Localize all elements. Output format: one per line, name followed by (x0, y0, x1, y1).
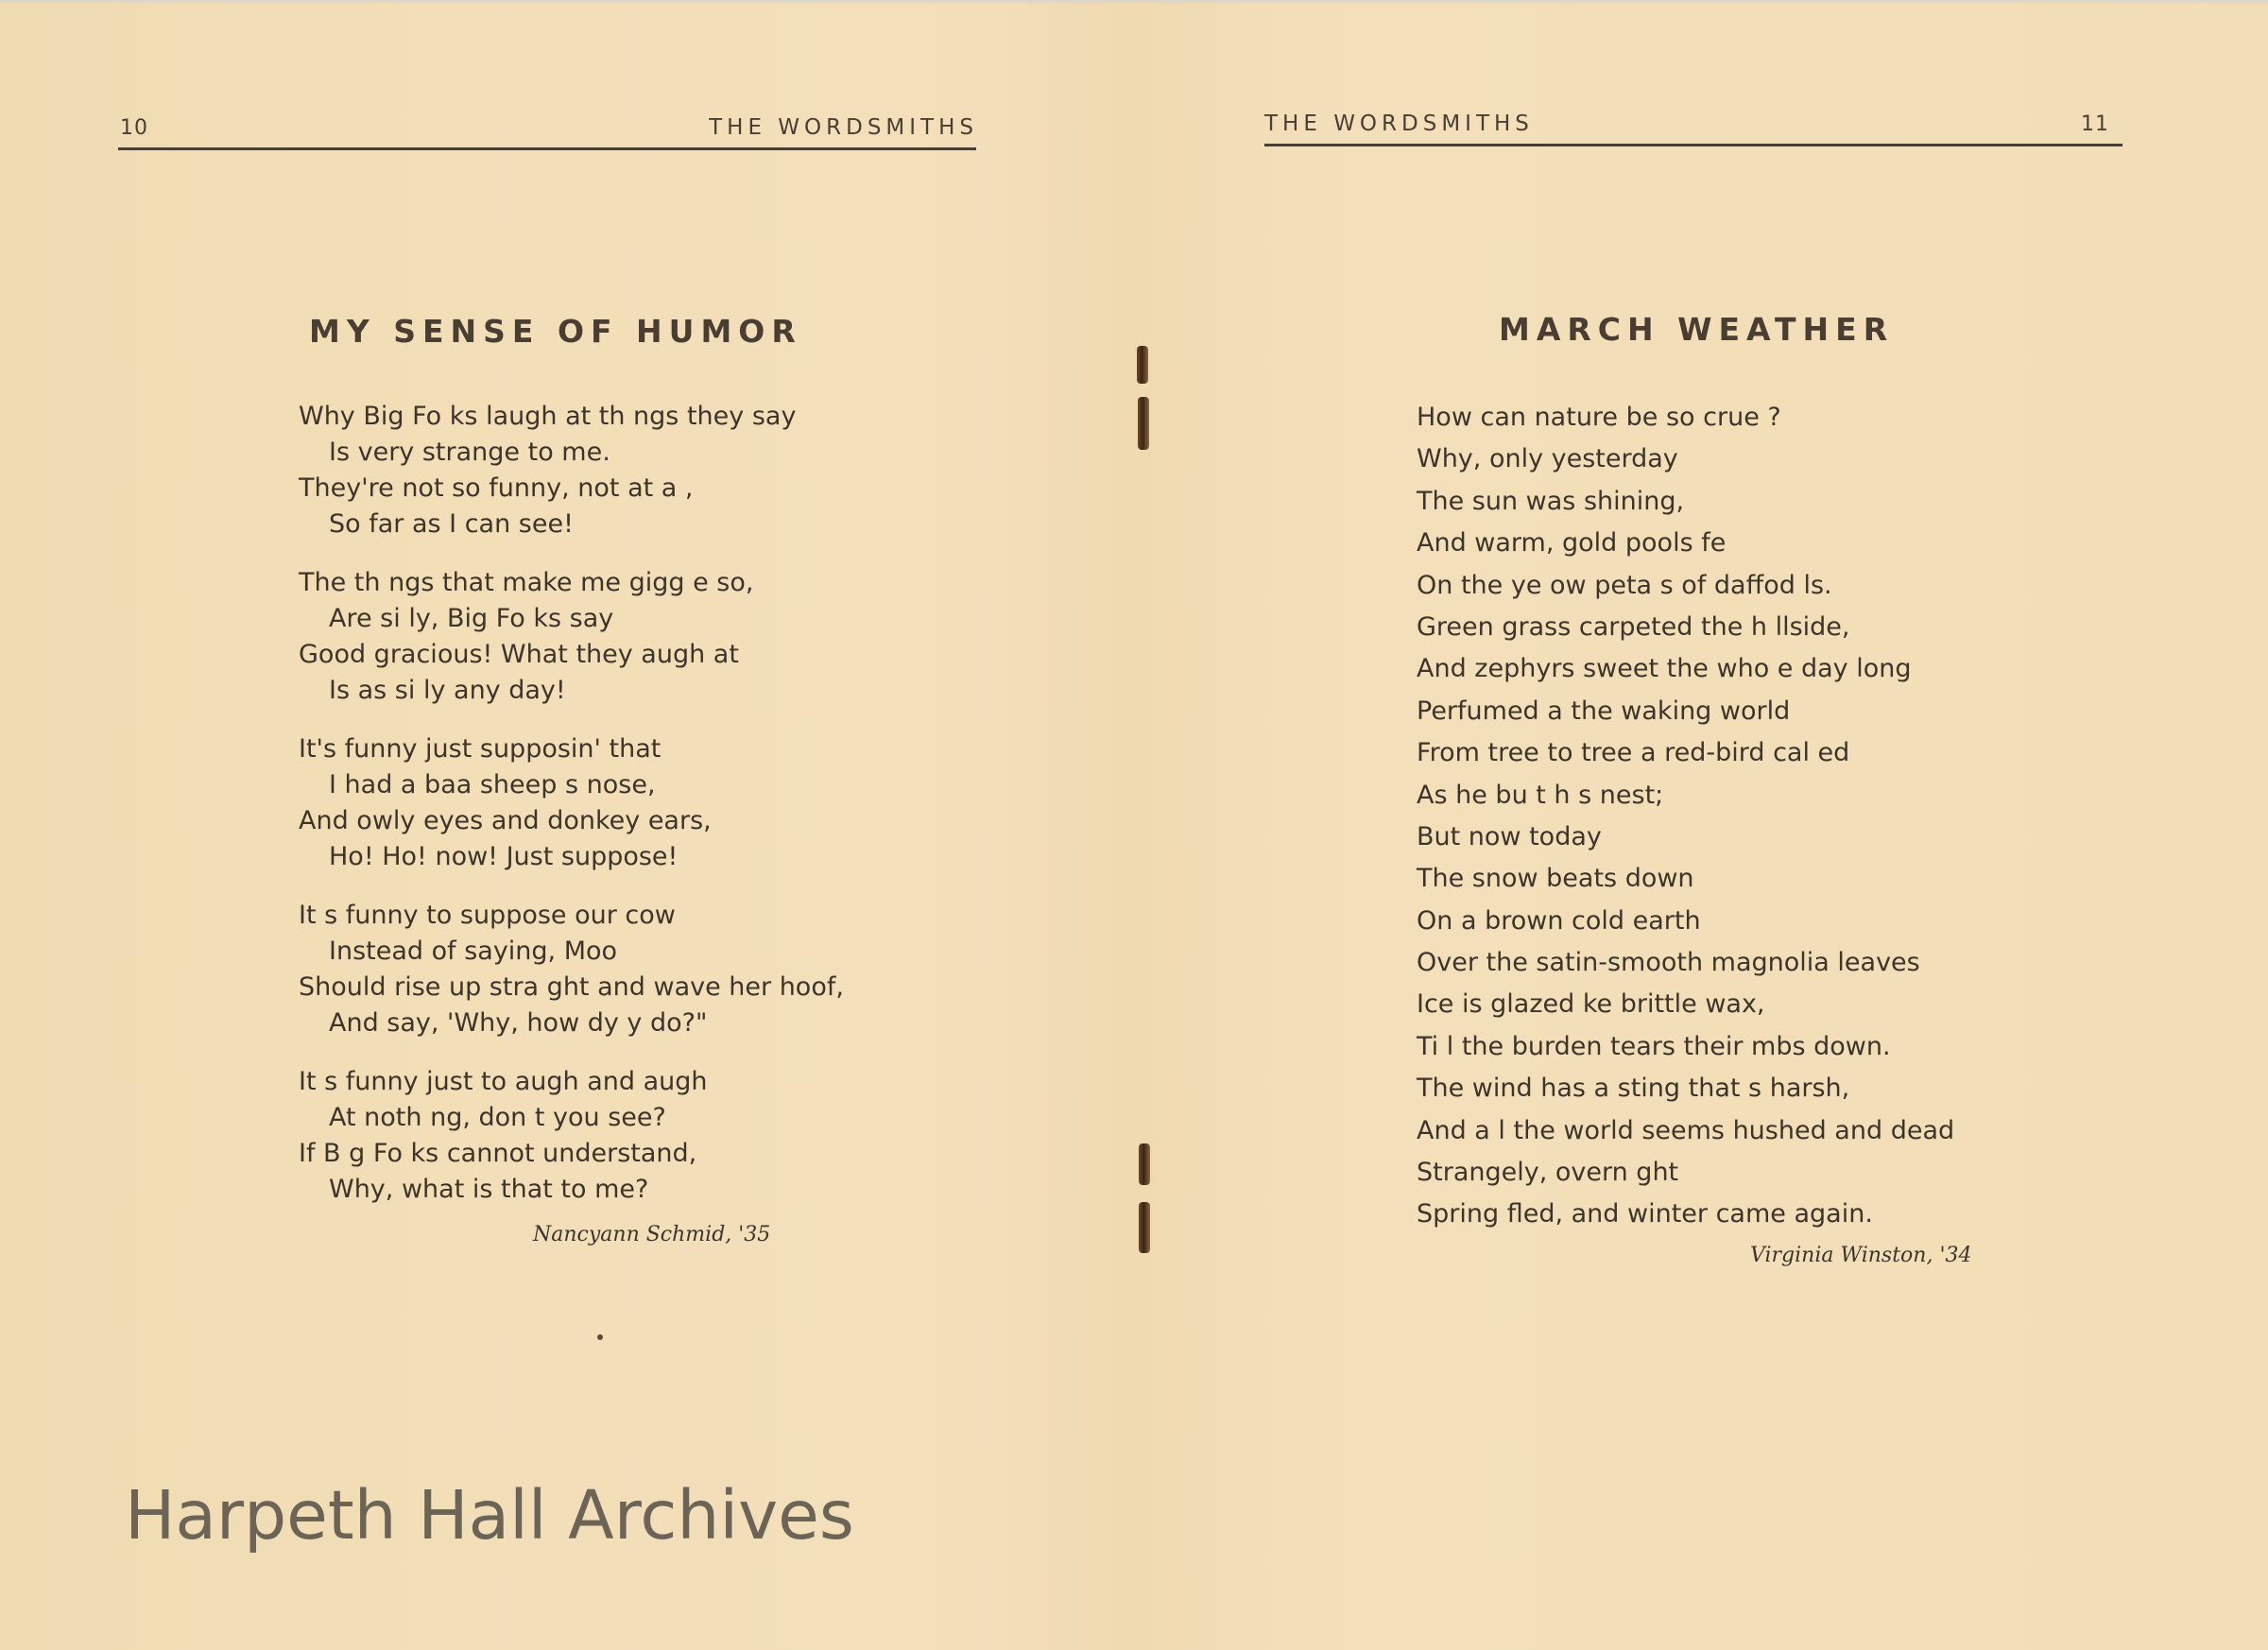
right-page-number: 11 (2081, 112, 2109, 136)
poem-line: Ho! Ho! now! Just suppose! (329, 842, 679, 871)
poem-line: Strangely, overn ght (1417, 1158, 1679, 1188)
author-signature-left: Nancyann Schmid, '35 (533, 1223, 771, 1246)
left-running-head-title: THE WORDSMITHS (709, 115, 978, 140)
poem-line: Over the satin-smooth magnolia leaves (1417, 948, 1920, 978)
poem-line: It's funny just supposin' that (299, 734, 662, 764)
poem-line: Ti l the burden tears their mbs down. (1417, 1031, 1891, 1061)
right-running-head (1264, 106, 2122, 146)
poem-line: Perfumed a the waking world (1417, 696, 1791, 726)
paper-speck (597, 1334, 603, 1340)
left-page-number: 10 (120, 116, 148, 140)
poem-line: On the ye ow peta s of daffod ls. (1417, 570, 1832, 600)
archive-watermark: Harpeth Hall Archives (125, 1476, 854, 1555)
stanza (299, 898, 844, 1041)
poem-line: Should rise up stra ght and wave her hoof, (299, 972, 844, 1002)
author-signature-right: Virginia Winston, '34 (1750, 1244, 1972, 1267)
poem-line: And a l the world seems hushed and dead (1417, 1115, 1955, 1145)
poem-line: If B g Fo ks cannot understand, (299, 1139, 697, 1168)
poem-line: On a brown cold earth (1417, 905, 1701, 936)
right-running-head-title: THE WORDSMITHS (1264, 112, 1534, 136)
poem-title-my-sense-of-humor: MY SENSE OF HUMOR (309, 313, 802, 350)
poem-line: Why, only yesterday (1417, 444, 1678, 474)
poem-line: It s funny just to augh and augh (299, 1067, 708, 1096)
stanza (299, 1064, 844, 1208)
poem-line: From tree to tree a red-bird cal ed (1417, 738, 1850, 768)
poem-line: It s funny to suppose our cow (299, 901, 676, 930)
right-page (1134, 0, 2268, 1650)
poem-line: I had a baa sheep s nose, (329, 770, 656, 799)
poem-line: And warm, gold pools fe (1417, 528, 1727, 559)
poem-line: Is as si ly any day! (329, 676, 566, 705)
poem-line: The wind has a sting that s harsh, (1417, 1074, 1850, 1104)
poem-line: Why Big Fo ks laugh at th ngs they say (299, 402, 797, 431)
stanza (299, 565, 844, 709)
poem-march-weather (1417, 397, 1954, 1236)
poem-my-sense-of-humor (299, 399, 844, 1230)
poem-line: The sun was shining, (1417, 486, 1685, 516)
poem-line: The th ngs that make me gigg e so, (299, 568, 754, 597)
stanza (299, 399, 844, 542)
poem-line: Instead of saying, Moo (329, 937, 618, 966)
poem-line: How can nature be so crue ? (1417, 403, 1781, 432)
poem-line: And zephyrs sweet the who e day long (1417, 654, 1912, 684)
stanza (299, 731, 844, 875)
poem-line: And say, 'Why, how dy y do?" (329, 1008, 708, 1038)
poem-line: Spring fled, and winter came again. (1417, 1199, 1873, 1229)
poem-line: At noth ng, don t you see? (329, 1103, 666, 1132)
poem-line: They're not so funny, not at a , (299, 473, 694, 503)
poem-line: The snow beats down (1417, 864, 1694, 894)
poem-line: And owly eyes and donkey ears, (299, 806, 712, 835)
left-running-head (118, 110, 976, 150)
poem-title-march-weather: MARCH WEATHER (1499, 311, 1895, 348)
poem-line: Are si ly, Big Fo ks say (329, 604, 614, 633)
poem-line: Is very strange to me. (329, 438, 610, 467)
poem-line: But now today (1417, 821, 1602, 851)
poem-line: So far as I can see! (329, 509, 574, 539)
poem-line: Green grass carpeted the h llside, (1417, 611, 1850, 642)
poem-line: Good gracious! What they augh at (299, 640, 739, 669)
poem-line: As he bu t h s nest; (1417, 780, 1664, 810)
poem-line: Ice is glazed ke brittle wax, (1417, 989, 1765, 1020)
poem-line: Why, what is that to me? (329, 1175, 649, 1204)
